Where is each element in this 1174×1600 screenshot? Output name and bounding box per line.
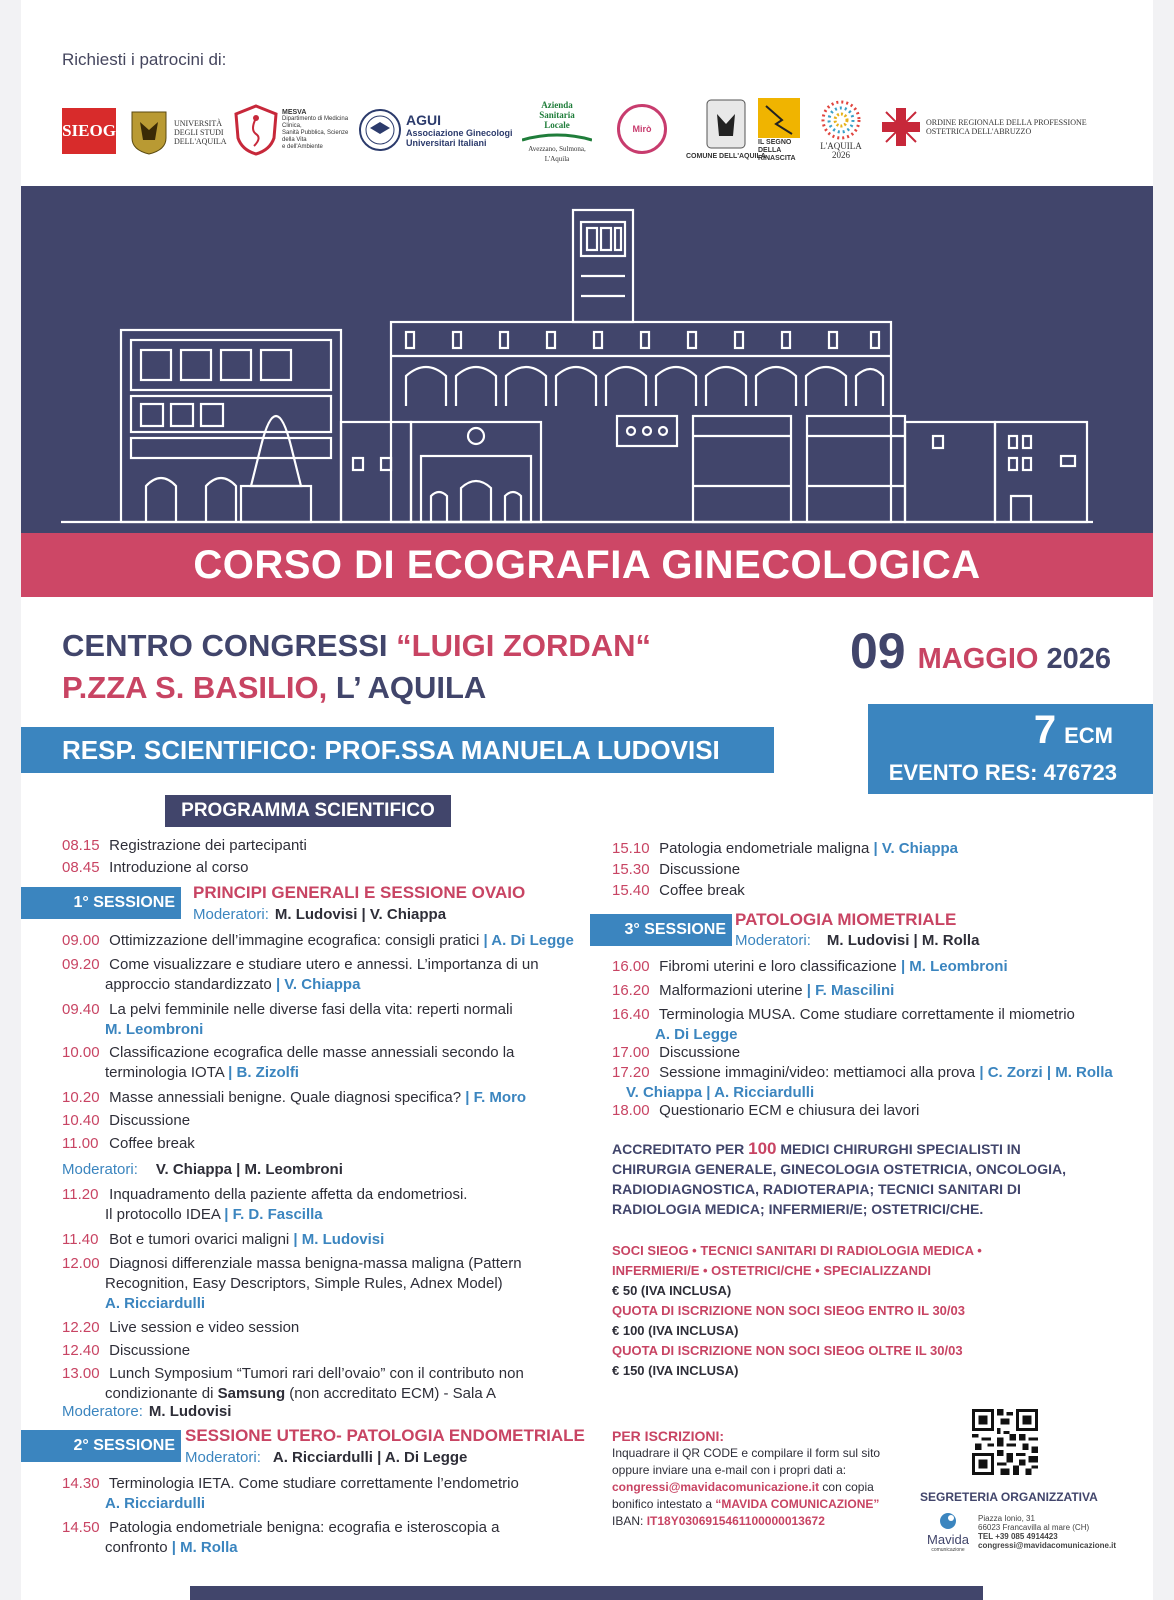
topic: Terminologia MUSA. Come studiare correttamente il miometrio (658, 1006, 1075, 1023)
speaker: | F. Moro (465, 1089, 527, 1106)
mod-names: M. Ludovisi | M. Rolla (826, 932, 980, 949)
patronage-label: Richiesti i patrocini di: (62, 50, 227, 69)
program-row (62, 1043, 514, 1083)
registration-text: bonifico intestato a (612, 1497, 716, 1511)
program-row (612, 981, 894, 1001)
ordine-line: OSTETRICA DELL'ABRUZZO (926, 127, 1032, 136)
event-date (850, 622, 1111, 680)
mesva-line: Sanità Pubblica, Scienze della Vita (282, 130, 349, 143)
patron-logos (62, 98, 1112, 168)
speaker: | M. Leombroni (900, 958, 1008, 975)
topic: Introduzione al corso (109, 859, 249, 876)
topic: Ottimizzazione dell’immagine ecografica: consigli pratici (109, 932, 480, 949)
topic: Diagnosi differenziale massa benigna-massa maligna (Pattern (109, 1255, 522, 1272)
topic: Inquadramento della paziente affetta da endometriosi. (109, 1186, 468, 1203)
sieog-logo (62, 108, 116, 154)
time: 11.40 (62, 1231, 99, 1248)
mavida-tagline: comunicazione (931, 1547, 965, 1553)
registration-text: Inquadrare il QR CODE e compilare il form sul sito (612, 1446, 881, 1460)
time: 15.10 (612, 840, 650, 857)
time: 09.00 (62, 932, 100, 949)
program-row (612, 1043, 740, 1063)
time: 17.20 (612, 1064, 650, 1081)
program-row (62, 1185, 467, 1225)
aquila2026-line: 2026 (832, 150, 850, 160)
topic: Coffee break (659, 882, 745, 899)
fee-amount: € 150 (IVA INCLUSA) (612, 1363, 739, 1378)
speaker: | V. Chiappa (873, 840, 958, 857)
time: 14.30 (62, 1475, 100, 1492)
time: 12.40 (62, 1342, 100, 1359)
program-row (62, 1088, 526, 1108)
moderators-afternoon (62, 1161, 343, 1178)
mod-names: V. Chiappa | M. Leombroni (155, 1161, 343, 1178)
hero-illustration (21, 186, 1153, 533)
program-row (612, 1101, 919, 1121)
venue-city: L’ AQUILA (327, 670, 487, 705)
speaker: | F. D. Fascilla (224, 1206, 323, 1223)
mesva-line: Dipartimento di Medicina Clinica, (282, 116, 349, 129)
program-row (62, 1318, 299, 1338)
time: 11.00 (62, 1135, 99, 1152)
agui-line: Associazione Ginecologi (406, 128, 513, 138)
program-row (612, 1005, 1075, 1045)
fee-amount: € 50 (IVA INCLUSA) (612, 1283, 732, 1298)
mod-label: Moderatori: (62, 1161, 138, 1178)
segno-icon (758, 98, 800, 138)
date-year: 2026 (1046, 643, 1111, 675)
date-day: 09 (850, 623, 906, 679)
mod-label: Moderatori: (193, 906, 269, 923)
time: 09.40 (62, 1001, 100, 1018)
univaq-line: UNIVERSITÀ (174, 118, 222, 128)
ordine-logo (880, 106, 1087, 148)
topic: condizionante di (105, 1385, 218, 1402)
fees-block (612, 1241, 982, 1381)
speaker: | M. Ludovisi (293, 1231, 385, 1248)
time: 18.00 (612, 1102, 650, 1119)
session-2-tag: 2° SESSIONE (21, 1430, 181, 1462)
mod-names: M. Ludovisi | V. Chiappa (274, 906, 447, 923)
program-row (62, 836, 307, 856)
program-row (62, 931, 574, 951)
fee-amount: € 100 (IVA INCLUSA) (612, 1323, 739, 1338)
topic: Discussione (659, 861, 741, 878)
time: 10.40 (62, 1112, 100, 1129)
topic: Questionario ECM e chiusura dei lavori (659, 1102, 920, 1119)
asl-line: Locale (544, 120, 570, 130)
speaker: | C. Zorzi | M. Rolla (979, 1064, 1113, 1081)
accr-text: ACCREDITATO PER (612, 1141, 749, 1157)
ordine-line: ORDINE REGIONALE DELLA PROFESSIONE (926, 118, 1087, 127)
accr-text: MEDICI CHIRURGHI SPECIALISTI IN (776, 1141, 1021, 1157)
qr-code-icon[interactable] (972, 1409, 1038, 1475)
program-row (62, 1254, 522, 1314)
topic: Fibromi uterini e loro classificazione (659, 958, 897, 975)
session-3-tag: 3° SESSIONE (590, 914, 732, 946)
program-row (62, 1364, 524, 1404)
ecm-box (868, 704, 1153, 794)
registration-text: oppure inviare una e-mail con i propri dati a: (612, 1463, 847, 1477)
topic: Come visualizzare e studiare utero e annessi. L’importanza di un (109, 956, 539, 973)
starburst-icon (817, 98, 865, 142)
fee-category: QUOTA DI ISCRIZIONE NON SOCI SIEOG ENTRO IL 30/03 (612, 1303, 965, 1318)
organizer-contacts (978, 1514, 1138, 1550)
agui-line: Universitari Italiani (406, 138, 487, 148)
mavida-name: Mavida (927, 1532, 969, 1547)
scientific-lead-banner: RESP. SCIENTIFICO: PROF.SSA MANUELA LUDOVISI (21, 727, 774, 773)
ecm-credits (1034, 708, 1113, 753)
sponsor: Samsung (217, 1385, 286, 1402)
address-line: Piazza Ionio, 31 (978, 1514, 1035, 1523)
miro-logo-text: Mirò (617, 104, 667, 154)
topic: Patologia endometriale maligna (659, 840, 870, 857)
asl-ribbon-icon (522, 130, 592, 144)
registration-text: con copia (819, 1480, 874, 1494)
asl-logo (522, 100, 592, 164)
footer-bar (190, 1586, 983, 1600)
mod-names: M. Ludovisi (148, 1403, 232, 1420)
session-2-moderators (185, 1449, 467, 1466)
accr-number: 100 (748, 1139, 777, 1158)
topic: approccio standardizzato (105, 976, 272, 993)
time: 13.00 (62, 1365, 100, 1382)
agui-logo (358, 108, 513, 152)
time: 16.20 (612, 982, 650, 999)
venue-line-1 (62, 628, 651, 664)
program-row (62, 955, 539, 995)
mavida-logo (920, 1512, 976, 1553)
topic: Live session e video session (109, 1319, 300, 1336)
registration-heading: PER ISCRIZIONI: (612, 1428, 725, 1444)
time: 09.20 (62, 956, 100, 973)
speaker: V. Chiappa | A. Ricciardulli (626, 1084, 815, 1101)
program-row (62, 1341, 190, 1361)
asl-line: Sanitaria (539, 110, 575, 120)
accr-text: CHIRURGIA GENERALE, GINECOLOGIA OSTETRICIA, ONCOLOGIA, (612, 1161, 1066, 1177)
mesva-line: e dell'Ambiente (282, 144, 323, 150)
time: 14.50 (62, 1519, 100, 1536)
ecm-unit: ECM (1064, 723, 1113, 748)
organizer-phone: TEL +39 085 4914423 (978, 1532, 1058, 1541)
ordine-cross-icon (880, 106, 922, 148)
topic: Malformazioni uterine (659, 982, 803, 999)
program-row (612, 839, 958, 859)
speaker: | A. Di Legge (483, 932, 574, 949)
time: 08.15 (62, 837, 100, 854)
mesva-logo (234, 104, 354, 156)
moderator-lunch (62, 1403, 231, 1420)
program-heading: PROGRAMMA SCIENTIFICO (165, 795, 451, 827)
topic: terminologia IOTA (105, 1064, 224, 1081)
speaker: A. Ricciardulli (105, 1495, 206, 1512)
univaq-logo (128, 108, 227, 156)
topic: Discussione (109, 1112, 191, 1129)
accreditation-text (612, 1139, 1066, 1219)
time: 08.45 (62, 859, 100, 876)
program-row (612, 881, 745, 901)
session-3-moderators (735, 932, 979, 949)
address-line: 66023 Francavilla al mare (CH) (978, 1523, 1090, 1532)
topic: Coffee break (109, 1135, 195, 1152)
mesva-shield-icon (234, 104, 278, 156)
speaker: | V. Chiappa (275, 976, 361, 993)
eagle-icon (128, 108, 170, 156)
program-row (62, 1111, 190, 1131)
time: 12.00 (62, 1255, 100, 1272)
speaker: M. Leombroni (105, 1021, 204, 1038)
asl-line: Avezzano, Sulmona, (528, 145, 586, 153)
organizer-label: SEGRETERIA ORGANIZZATIVA (920, 1490, 1098, 1504)
topic: Il protocollo IDEA (105, 1206, 221, 1223)
session-1-title: PRINCIPI GENERALI E SESSIONE OVAIO (193, 883, 526, 902)
iban-value: IT18Y0306915461100000013672 (646, 1514, 825, 1528)
time: 12.20 (62, 1319, 100, 1336)
course-title: CORSO DI ECOGRAFIA GINECOLOGICA (21, 533, 1153, 597)
topic: Sessione immagini/video: mettiamoci alla prova (659, 1064, 976, 1081)
topic: Discussione (109, 1342, 191, 1359)
venue-name-prefix: CENTRO CONGRESSI (62, 628, 397, 663)
session-3-title: PATOLOGIA MIOMETRIALE (735, 910, 957, 929)
organizer-email-link[interactable]: congressi@mavidacomunicazione.it (978, 1541, 1117, 1550)
asl-line: Azienda (541, 100, 573, 110)
topic: Masse annessiali benigne. Quale diagnosi specifica? (109, 1089, 462, 1106)
segno-line: RINASCITA (758, 155, 796, 162)
mod-label: Moderatori: (185, 1449, 261, 1466)
ecm-event-code: EVENTO RES: 476723 (888, 760, 1117, 785)
segno-line: IL SEGNO (758, 139, 792, 146)
venue-line-2 (62, 670, 486, 706)
aquila2026-logo (817, 98, 865, 160)
session-2-title: SESSIONE UTERO- PATOLOGIA ENDOMETRIALE (185, 1426, 585, 1445)
program-row (612, 1063, 1113, 1103)
comune-logo (686, 98, 766, 161)
laquila-skyline-icon (21, 186, 1153, 533)
beneficiary: “MAVIDA COMUNICAZIONE” (715, 1497, 880, 1511)
topic: Lunch Symposium “Tumori rari dell’ovaio” con il contributo non (109, 1365, 524, 1382)
program-row (62, 1134, 195, 1154)
segno-line: DELLA (758, 147, 782, 154)
asl-line: L'Aquila (544, 155, 570, 163)
mod-label: Moderatori: (735, 932, 811, 949)
mesva-name: MESVA (282, 109, 307, 116)
segno-logo (758, 98, 800, 163)
program-row (612, 860, 740, 880)
registration-block (612, 1428, 922, 1530)
topic: Bot e tumori ovarici maligni (109, 1231, 290, 1248)
comune-crest-icon (705, 98, 747, 150)
comune-name: COMUNE DELL'AQUILA (686, 153, 766, 160)
univaq-line: DEGLI STUDI (174, 127, 224, 137)
accr-text: RADIOLOGIA MEDICA; INFERMIERI/E; OSTETRICI/CHE. (612, 1201, 984, 1217)
time: 15.30 (612, 861, 650, 878)
accr-text: RADIODIAGNOSTICA, RADIOTERAPIA; TECNICI SANITARI DI (612, 1181, 1021, 1197)
program-row (62, 858, 248, 878)
program-row (62, 1230, 384, 1250)
fee-category: SOCI SIEOG • TECNICI SANITARI DI RADIOLOGIA MEDICA • (612, 1243, 982, 1258)
venue-square: P.ZZA S. BASILIO, (62, 670, 328, 705)
time: 16.00 (612, 958, 650, 975)
speaker: | B. Zizolfi (228, 1064, 299, 1081)
venue-name: “LUIGI ZORDAN“ (396, 628, 652, 663)
time: 16.40 (612, 1006, 650, 1023)
topic: Patologia endometriale benigna: ecografia e isteroscopia a (109, 1519, 500, 1536)
ecm-number: 7 (1033, 708, 1057, 752)
time: 10.20 (62, 1089, 100, 1106)
session-1-tag: 1° SESSIONE (21, 887, 181, 919)
program-row (62, 1000, 513, 1040)
sieog-logo-text: SIEOG (62, 108, 116, 154)
speaker: A. Ricciardulli (105, 1295, 206, 1312)
time: 11.20 (62, 1186, 99, 1203)
topic: confronto (105, 1539, 168, 1556)
iban-label: IBAN: (612, 1514, 647, 1528)
speaker: A. Di Legge (655, 1026, 738, 1043)
fee-category: INFERMIERI/E • OSTETRICI/CHE • SPECIALIZZANDI (612, 1263, 931, 1278)
speaker: | M. Rolla (171, 1539, 238, 1556)
date-month: MAGGIO (917, 643, 1039, 675)
mod-label: Moderatore: (62, 1403, 143, 1420)
mod-names: A. Ricciardulli | A. Di Legge (272, 1449, 468, 1466)
topic: Registrazione dei partecipanti (109, 837, 307, 854)
time: 10.00 (62, 1044, 100, 1061)
fee-category: QUOTA DI ISCRIZIONE NON SOCI SIEOG OLTRE IL 30/03 (612, 1343, 963, 1358)
topic: Discussione (659, 1044, 741, 1061)
topic: La pelvi femminile nelle diverse fasi della vita: reperti normali (109, 1001, 513, 1018)
time: 17.00 (612, 1044, 650, 1061)
time: 15.40 (612, 882, 650, 899)
topic: Recognition, Easy Descriptors, Simple Rules, Adnex Model) (105, 1275, 503, 1292)
topic: Terminologia IETA. Come studiare correttamente l’endometrio (108, 1475, 519, 1492)
program-row (62, 1474, 519, 1514)
univaq-line: DELL'AQUILA (174, 136, 227, 146)
session-1-moderators (193, 906, 446, 923)
agui-seal-icon (358, 108, 402, 152)
program-row (62, 1518, 499, 1558)
speaker: | F. Mascilini (806, 982, 895, 999)
agui-name: AGUI (406, 112, 441, 128)
topic: Classificazione ecografica delle masse annessiali secondo la (109, 1044, 515, 1061)
aquila2026-line: L'AQUILA (820, 141, 862, 151)
topic: (non accreditato ECM) - Sala A (285, 1385, 497, 1402)
program-row (612, 957, 1008, 977)
mavida-swirl-icon (939, 1512, 957, 1530)
miro-logo (617, 104, 667, 154)
registration-email-link[interactable]: congressi@mavidacomunicazione.it (612, 1480, 820, 1494)
